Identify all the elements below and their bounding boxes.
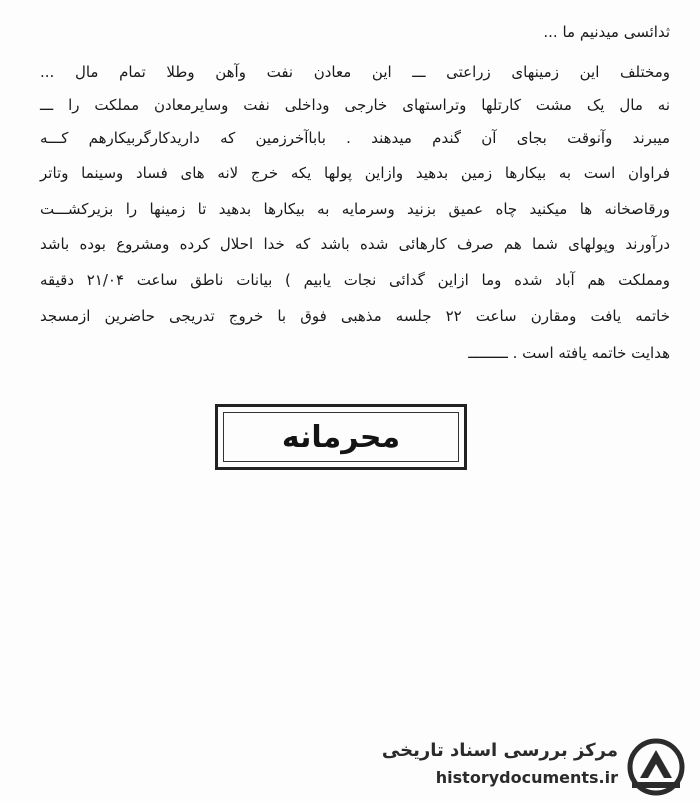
watermark-url: historydocuments.ir xyxy=(435,768,618,787)
text-line-4: میبرند وآنوقت بجای آن گندم میدهند . باباآخرزمین که داریدکارگربیکارهم کـــه xyxy=(40,129,670,147)
text-line-10: هدایت خاتمه یافته است . ـــــــــ xyxy=(468,344,670,362)
watermark-title: مرکز بررسی اسناد تاریخی xyxy=(381,740,618,761)
text-line-1: ثدائسی میدنیم ما ... xyxy=(543,23,670,41)
text-line-7: درآورند وپولهای شما هم صرف کارهائی شده باشد که خدا احلال کرده ومشروع بوده باشد xyxy=(40,235,670,253)
text-line-9: خاتمه یافت ومقارن ساعت ۲۲ جلسه مذهبی فوق با خروج تدریجی حاضرین ازمسجد xyxy=(40,307,670,325)
document-body xyxy=(0,0,700,400)
stamp-label: محرمانه xyxy=(281,419,401,455)
text-line-5: فراوان است به بیکارها زمین بدهید وازاین پولها یکه خرج لانه های فساد وسینما وتاتر xyxy=(40,164,670,182)
watermark xyxy=(381,738,690,794)
text-line-2: ومختلف این زمینهای زراعتی ـــ این معادن نفت وآهن وطلا تمام مال ... xyxy=(40,63,670,81)
text-line-8: ومملکت هم آباد شده وما ازاین گدائی نجات یابیم ) بیانات ناطق ساعت ۲۱/۰۴ دقیقه xyxy=(40,271,670,289)
text-line-3: نه مال یک مشت کارتلها وتراستهای خارجی وداخلی نفت وسایرمعادن مملکت را ـــ xyxy=(40,96,670,114)
confidential-stamp xyxy=(215,404,467,470)
text-line-6: ورقاصخانه ها میکنید چاه عمیق بزنید وسرمایه به بیکارها بدهید تا زمینها را بزیرکشـــت xyxy=(40,200,670,218)
archive-logo-icon xyxy=(626,738,686,796)
